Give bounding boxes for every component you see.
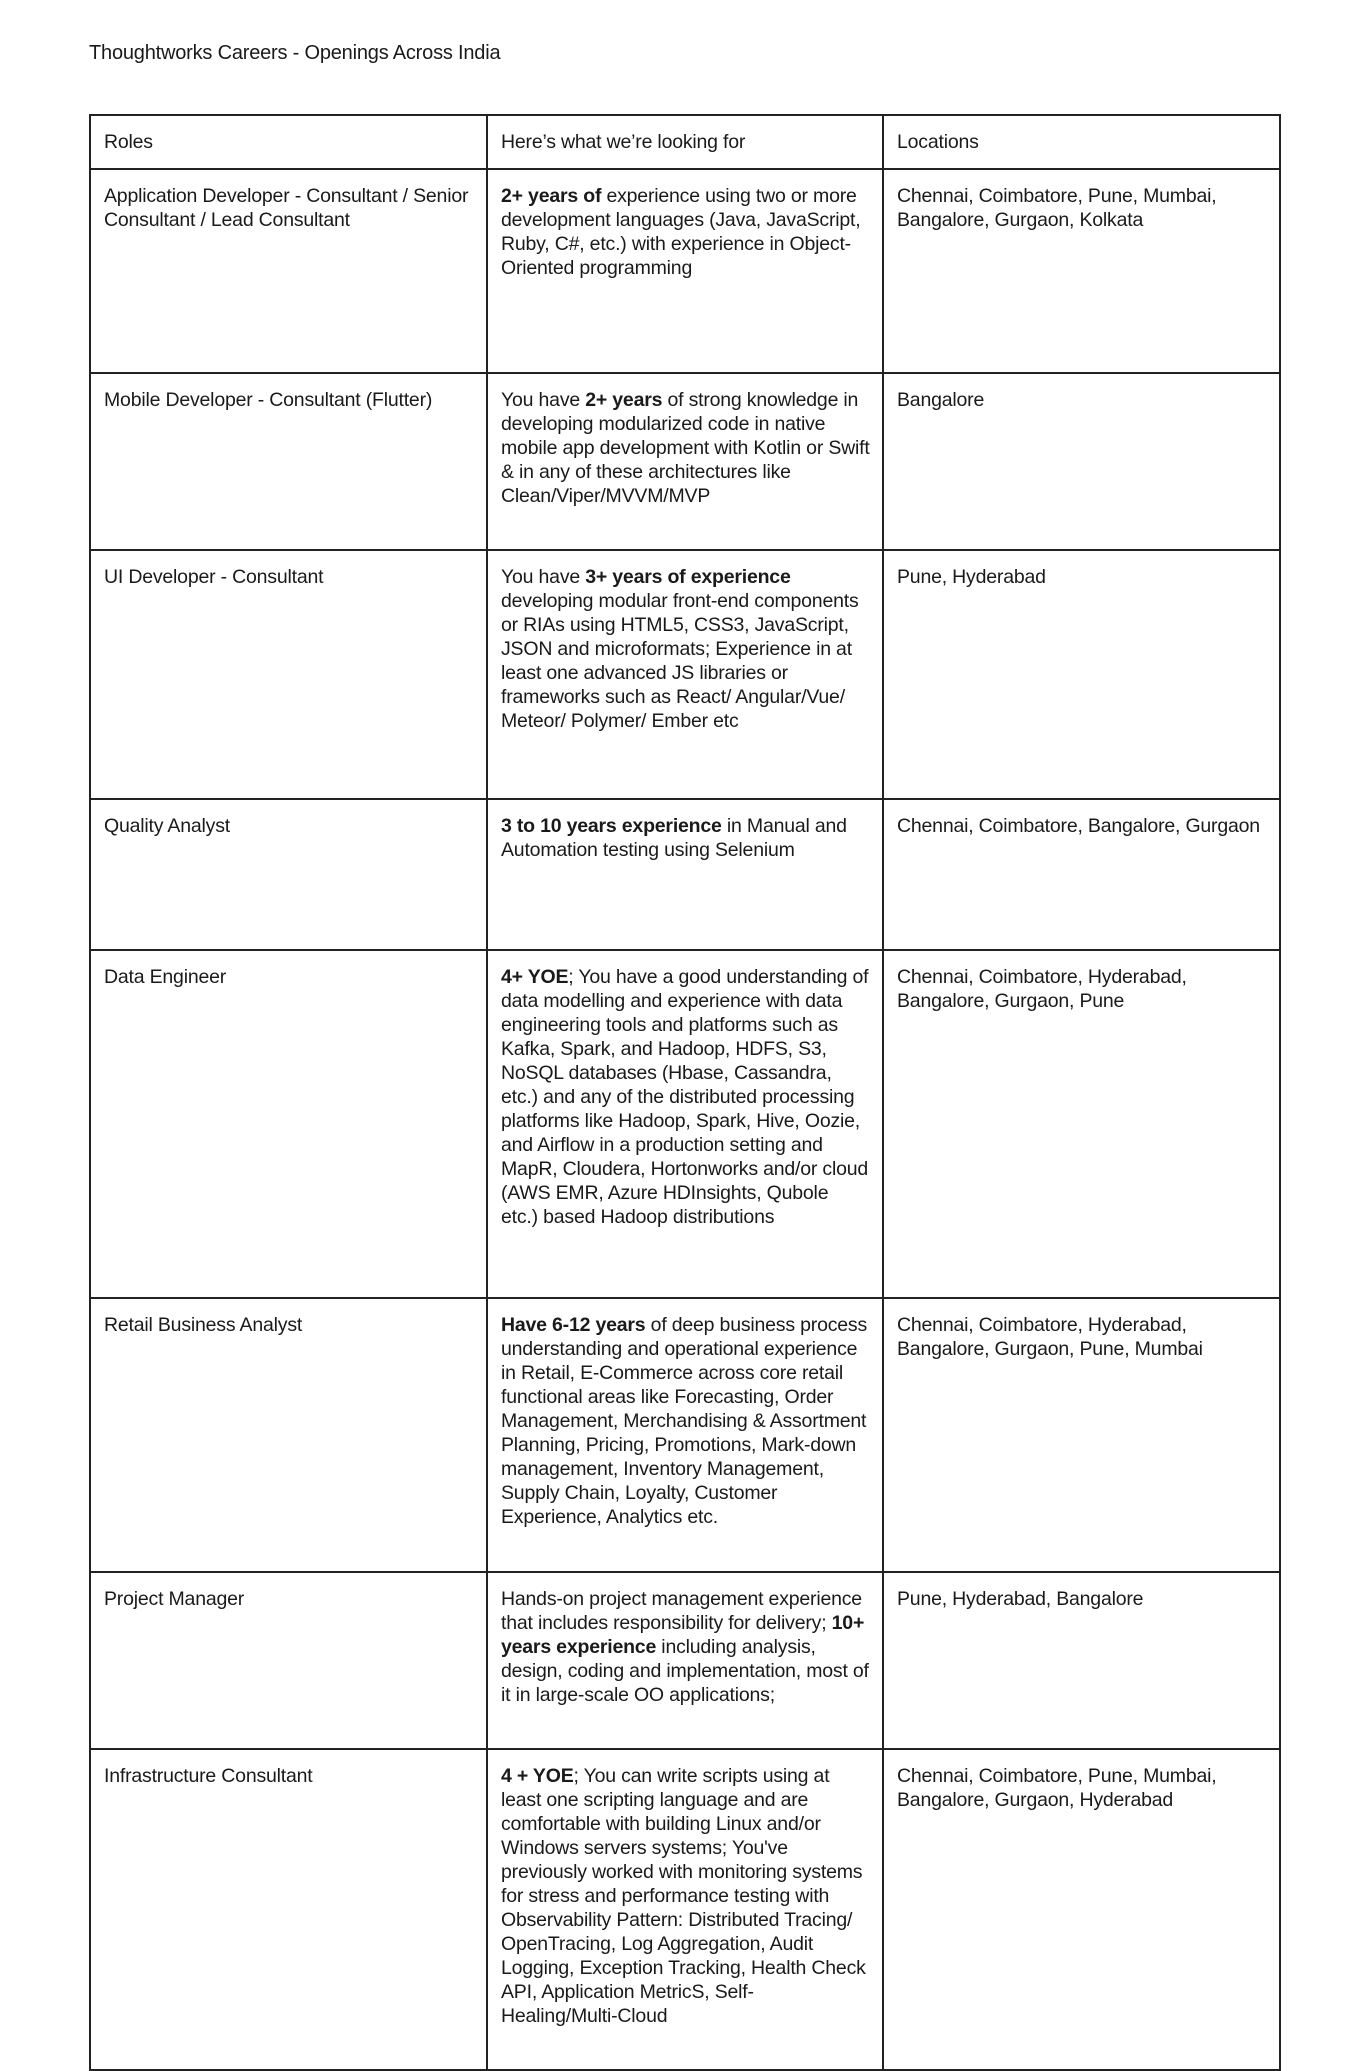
- role-cell: Infrastructure Consultant: [90, 1749, 487, 2070]
- locations-cell: Pune, Hyderabad: [883, 550, 1280, 799]
- header-looking-for: Here’s what we’re looking for: [487, 115, 883, 169]
- locations-cell: Chennai, Coimbatore, Pune, Mumbai, Bangalore, Gurgaon, Hyderabad: [883, 1749, 1280, 2070]
- requirement-text: including analysis, design, coding and implementation, most of it in large-scale OO applications;: [501, 1636, 869, 1706]
- locations-cell: Chennai, Coimbatore, Hyderabad, Bangalore, Gurgaon, Pune, Mumbai: [883, 1298, 1280, 1572]
- role-cell: UI Developer - Consultant: [90, 550, 487, 799]
- requirement-emphasis: 10+ years experience: [501, 1612, 865, 1658]
- openings-table: [89, 114, 1281, 2071]
- table-row: [90, 950, 1280, 1298]
- table-row: [90, 169, 1280, 373]
- table-row: [90, 1298, 1280, 1572]
- requirement-text: developing modular front-end components or RIAs using HTML5, CSS3, JavaScript, JSON and microformats; Experience in at least one advanced JS libraries or frameworks such as React/ Angular/Vue/ Meteor/ Polymer/ Ember etc: [501, 590, 859, 732]
- page-title: Thoughtworks Careers - Openings Across India: [89, 42, 501, 64]
- requirement-text: in Manual and Automation testing using Selenium: [501, 815, 847, 861]
- requirement-text: You have: [501, 566, 586, 588]
- requirement-text: You have: [501, 389, 586, 411]
- requirements-cell: [487, 1572, 883, 1749]
- requirement-emphasis: 2+ years: [585, 389, 663, 411]
- requirements-cell: [487, 799, 883, 950]
- requirements-cell: [487, 950, 883, 1298]
- requirement-emphasis: 3+ years of experience: [585, 566, 791, 588]
- requirement-text: ; You have a good understanding of data modelling and experience with data engineering tools and platforms such as Kafka, Spark, and Hadoop, HDFS, S3, NoSQL databases (Hbase, Cassandra, etc.) and any of the distributed processing platforms like Hadoop, Spark, Hive, Oozie, and Airflow in a production setting and MapR, Cloudera, Hortonworks and/or cloud (AWS EMR, Azure HDInsights, Qubole etc.) based Hadoop distributions: [501, 966, 869, 1228]
- requirement-text: Hands-on project management experience that includes responsibility for delivery;: [501, 1588, 862, 1634]
- requirement-text: of strong knowledge in developing modularized code in native mobile app development with Kotlin or Swift & in any of these architectures like Clean/Viper/MVVM/MVP: [501, 389, 870, 507]
- requirements-cell: [487, 550, 883, 799]
- role-cell: Application Developer - Consultant / Senior Consultant / Lead Consultant: [90, 169, 487, 373]
- requirement-emphasis: Have 6-12 years: [501, 1314, 646, 1336]
- requirements-cell: [487, 169, 883, 373]
- role-cell: Quality Analyst: [90, 799, 487, 950]
- header-roles: Roles: [90, 115, 487, 169]
- locations-cell: Bangalore: [883, 373, 1280, 550]
- requirement-emphasis: 4+ YOE: [501, 966, 569, 988]
- locations-cell: Chennai, Coimbatore, Hyderabad, Bangalore, Gurgaon, Pune: [883, 950, 1280, 1298]
- table-row: [90, 799, 1280, 950]
- locations-cell: Chennai, Coimbatore, Bangalore, Gurgaon: [883, 799, 1280, 950]
- role-cell: Retail Business Analyst: [90, 1298, 487, 1572]
- header-locations: Locations: [883, 115, 1280, 169]
- table-row: [90, 1749, 1280, 2070]
- table-row: [90, 373, 1280, 550]
- locations-cell: Chennai, Coimbatore, Pune, Mumbai, Bangalore, Gurgaon, Kolkata: [883, 169, 1280, 373]
- requirement-text: experience using two or more development languages (Java, JavaScript, Ruby, C#, etc.) with experience in Object-Oriented programming: [501, 185, 861, 279]
- table-row: [90, 1572, 1280, 1749]
- requirement-emphasis: 4 + YOE: [501, 1765, 574, 1787]
- requirement-text: ; You can write scripts using at least one scripting language and are comfortable with building Linux and/or Windows servers systems; You've previously worked with monitoring systems for stress and performance testing with Observability Pattern: Distributed Tracing/ OpenTracing, Log Aggregation, Audit Logging, Exception Tracking, Health Check API, Application MetricS, Self-Healing/Multi-Cloud: [501, 1765, 866, 2027]
- requirements-cell: [487, 373, 883, 550]
- requirements-cell: [487, 1298, 883, 1572]
- table-row: [90, 550, 1280, 799]
- requirements-cell: [487, 1749, 883, 2070]
- requirement-emphasis: 2+ years of: [501, 185, 602, 207]
- role-cell: Mobile Developer - Consultant (Flutter): [90, 373, 487, 550]
- locations-cell: Pune, Hyderabad, Bangalore: [883, 1572, 1280, 1749]
- role-cell: Data Engineer: [90, 950, 487, 1298]
- requirement-emphasis: 3 to 10 years experience: [501, 815, 722, 837]
- table-header-row: [90, 115, 1280, 169]
- role-cell: Project Manager: [90, 1572, 487, 1749]
- requirement-text: of deep business process understanding and operational experience in Retail, E-Commerce across core retail functional areas like Forecasting, Order Management, Merchandising & Assortment Planning, Pricing, Promotions, Mark-down management, Inventory Management, Supply Chain, Loyalty, Customer Experience, Analytics etc.: [501, 1314, 868, 1528]
